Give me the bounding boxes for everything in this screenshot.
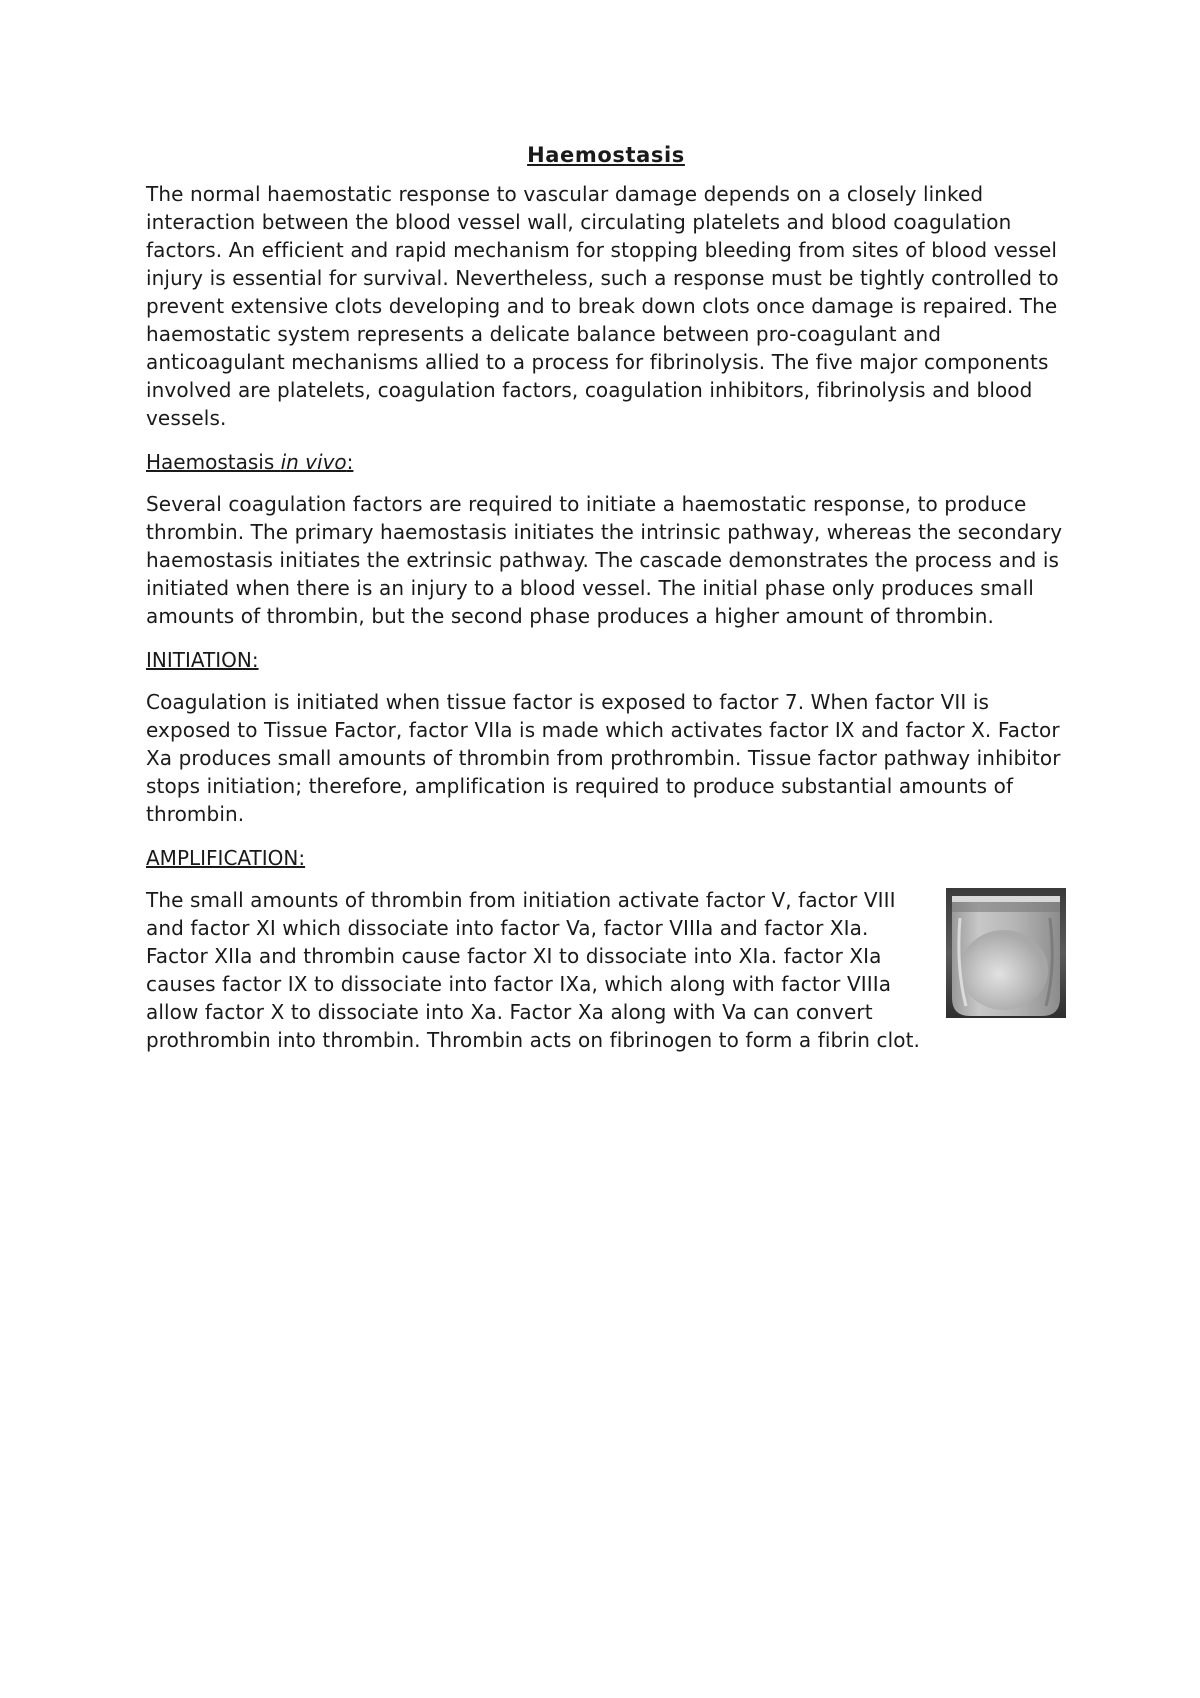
invivo-heading — [146, 448, 1066, 476]
test-tube-clot-image — [946, 888, 1066, 1018]
initiation-heading: INITIATION: — [146, 648, 259, 672]
amplification-paragraph: The small amounts of thrombin from initiation activate factor V, factor VIII and factor XI which dissociate into factor Va, factor VIIIa and factor XIa. Factor XIIa and thrombin cause factor XI to dissociate into XIa. factor XIa causes factor IX to dissociate into factor IXa, which along with factor VIIIa allow factor X to dissociate into Xa. Factor Xa along with Va can convert prothrombin into thrombin. Thrombin acts on fibrinogen to form a fibrin clot. — [146, 888, 921, 1052]
amplification-heading: AMPLIFICATION: — [146, 846, 306, 870]
document-page — [146, 140, 1066, 1070]
initiation-paragraph: Coagulation is initiated when tissue factor is exposed to factor 7. When factor VII is exposed to Tissue Factor, factor VIIa is made which activates factor IX and factor X. Factor Xa produces small amounts of thrombin from prothrombin. Tissue factor pathway inhibitor stops initiation; therefore, amplification is required to produce substantial amounts of thrombin. — [146, 690, 1061, 826]
invivo-heading-prefix: Haemostasis — [146, 450, 281, 474]
invivo-heading-suffix: : — [346, 450, 354, 474]
intro-paragraph: The normal haemostatic response to vascular damage depends on a closely linked interaction between the blood vessel wall, circulating platelets and blood coagulation factors. An efficient and rapid mechanism for stopping bleeding from sites of blood vessel injury is essential for survival. Nevertheless, such a response must be tightly controlled to prevent extensive clots developing and to break down clots once damage is repaired. The haemostatic system represents a delicate balance between pro-coagulant and anticoagulant mechanisms allied to a process for fibrinolysis. The five major components involved are platelets, coagulation factors, coagulation inhibitors, fibrinolysis and blood vessels. — [146, 182, 1059, 430]
invivo-paragraph: Several coagulation factors are required to initiate a haemostatic response, to produce thrombin. The primary haemostasis initiates the intrinsic pathway, whereas the secondary haemostasis initiates the extrinsic pathway. The cascade demonstrates the process and is initiated when there is an injury to a blood vessel. The initial phase only produces small amounts of thrombin, but the second phase produces a higher amount of thrombin. — [146, 492, 1063, 628]
document-title: Haemostasis — [527, 143, 685, 167]
invivo-heading-italic: in vivo — [280, 450, 347, 474]
test-tube-clot-photo — [946, 888, 1066, 1018]
